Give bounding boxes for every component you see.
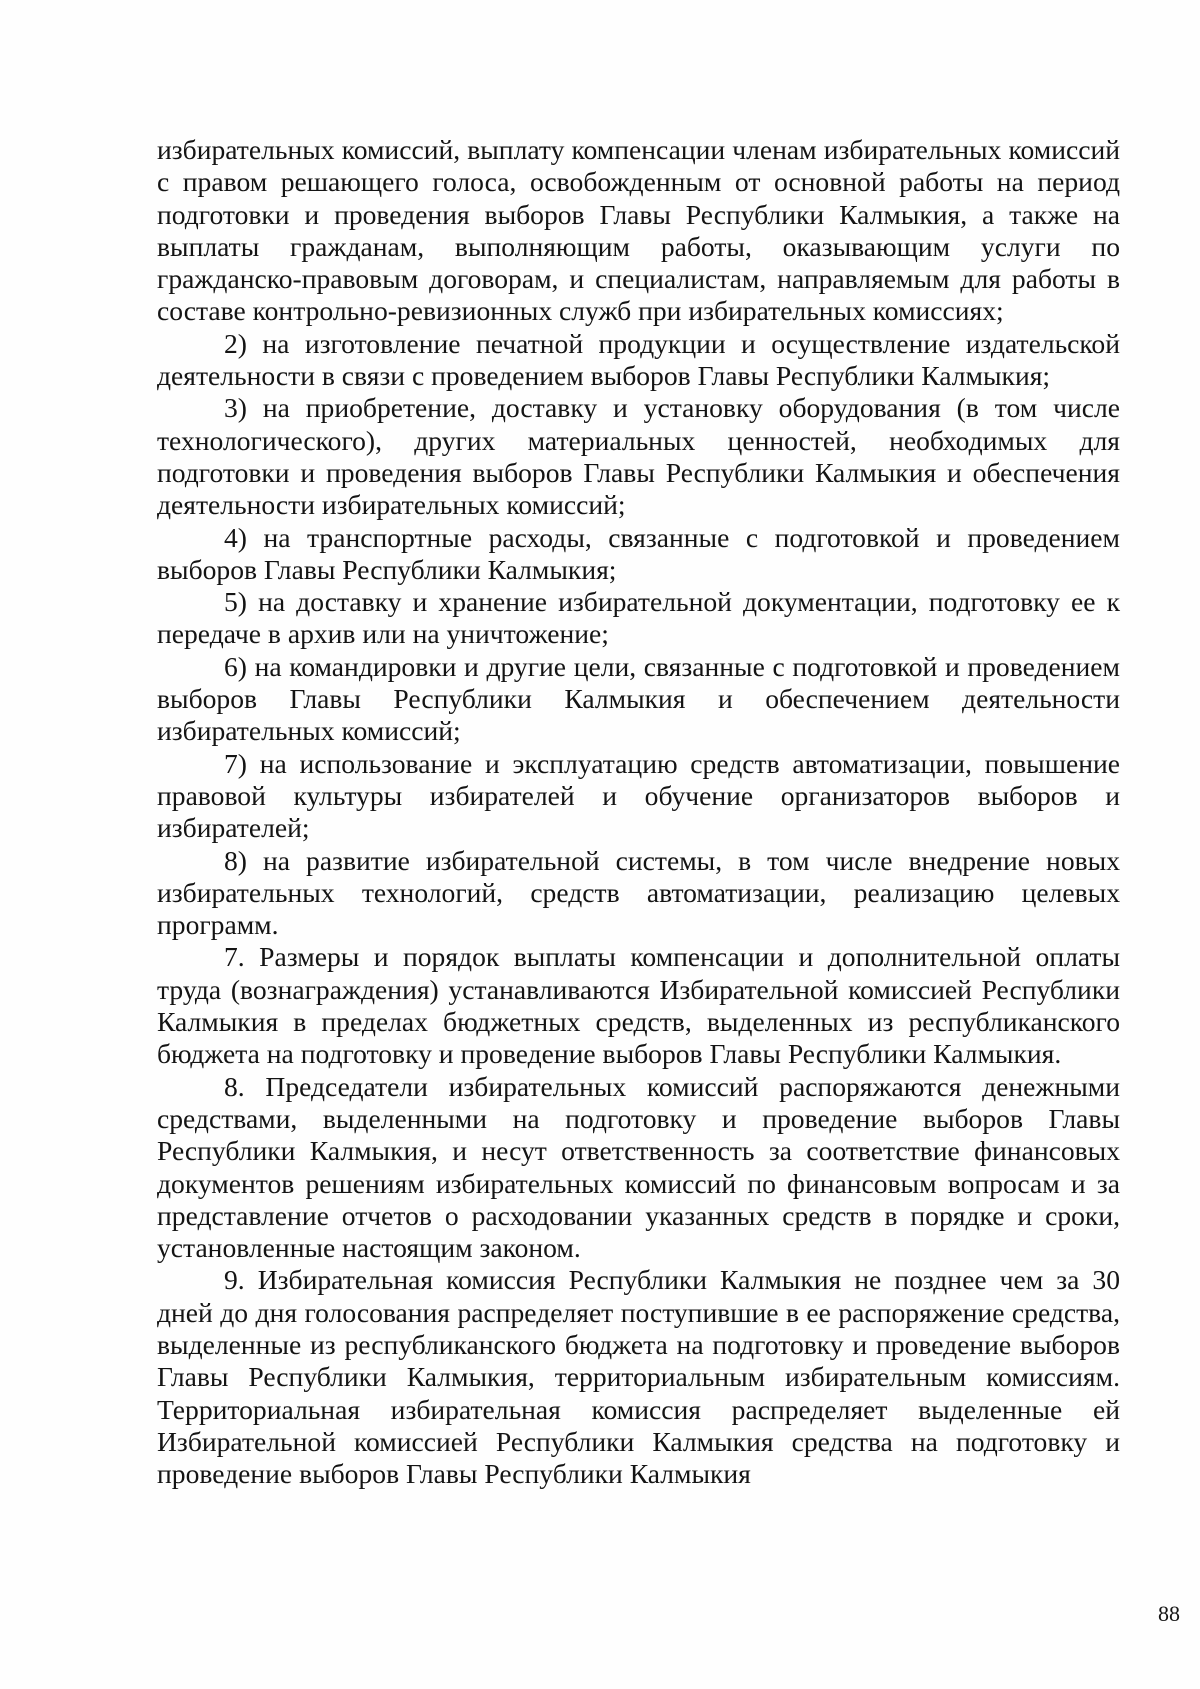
paragraph-continuation: избирательных комиссий, выплату компенсации членам избирательных комиссий с правом решающего голоса, освобожденным от основной работы на период подготовки и проведения выборов Главы Республики Калмыкия, а также на выплаты гражданам, выполняющим работы, оказывающим услуги по гражданско-правовым договорам, и специалистам, направляемым для работы в составе контрольно-ревизионных служб при избирательных комиссиях; bbox=[157, 134, 1120, 327]
paragraph-item-6: 6) на командировки и другие цели, связанные с подготовкой и проведением выборов Главы Республики Калмыкия и обеспечением деятельности избирательных комиссий; bbox=[157, 650, 1120, 747]
paragraph-item-7: 7) на использование и эксплуатацию средств автоматизации, повышение правовой культуры избирателей и обучение организаторов выборов и избирателей; bbox=[157, 747, 1120, 844]
paragraph-item-8: 8) на развитие избирательной системы, в том числе внедрение новых избирательных технологий, средств автоматизации, реализацию целевых программ. bbox=[157, 844, 1120, 941]
document-body bbox=[157, 134, 1120, 1490]
page-number: 88 bbox=[1158, 1601, 1180, 1626]
paragraph-item-5: 5) на доставку и хранение избирательной документации, подготовку ее к передаче в архив или на уничтожение; bbox=[157, 586, 1120, 650]
paragraph-item-2: 2) на изготовление печатной продукции и осуществление издательской деятельности в связи с проведением выборов Главы Республики Калмыкия; bbox=[157, 327, 1120, 392]
paragraph-item-4: 4) на транспортные расходы, связанные с подготовкой и проведением выборов Главы Республики Калмыкия; bbox=[157, 521, 1120, 585]
paragraph-section-9: 9. Избирательная комиссия Республики Калмыкия не позднее чем за 30 дней до дня голосования распределяет поступившие в ее распоряжение средства, выделенные из республиканского бюджета на подготовку и проведение выборов Главы Республики Калмыкия, территориальным избирательным комиссиям. Территориальная избирательная комиссия распределяет выделенные ей Избирательной комиссией Республики Калмыкия средства на подготовку и проведение выборов Главы Республики Калмыкия bbox=[157, 1264, 1120, 1490]
paragraph-item-3: 3) на приобретение, доставку и установку оборудования (в том числе технологического), других материальных ценностей, необходимых для подготовки и проведения выборов Главы Республики Калмыкия и обеспечения деятельности избирательных комиссий; bbox=[157, 392, 1120, 521]
paragraph-section-7: 7. Размеры и порядок выплаты компенсации и дополнительной оплаты труда (вознаграждения) устанавливаются Избирательной комиссией Республики Калмыкия в пределах бюджетных средств, выделенных из республиканского бюджета на подготовку и проведение выборов Главы Республики Калмыкия. bbox=[157, 941, 1120, 1070]
paragraph-section-8: 8. Председатели избирательных комиссий распоряжаются денежными средствами, выделенными на подготовку и проведение выборов Главы Республики Калмыкия, и несут ответственность за соответствие финансовых документов решениям избирательных комиссий по финансовым вопросам и за представление отчетов о расходовании указанных средств в порядке и сроки, установленные настоящим законом. bbox=[157, 1070, 1120, 1264]
